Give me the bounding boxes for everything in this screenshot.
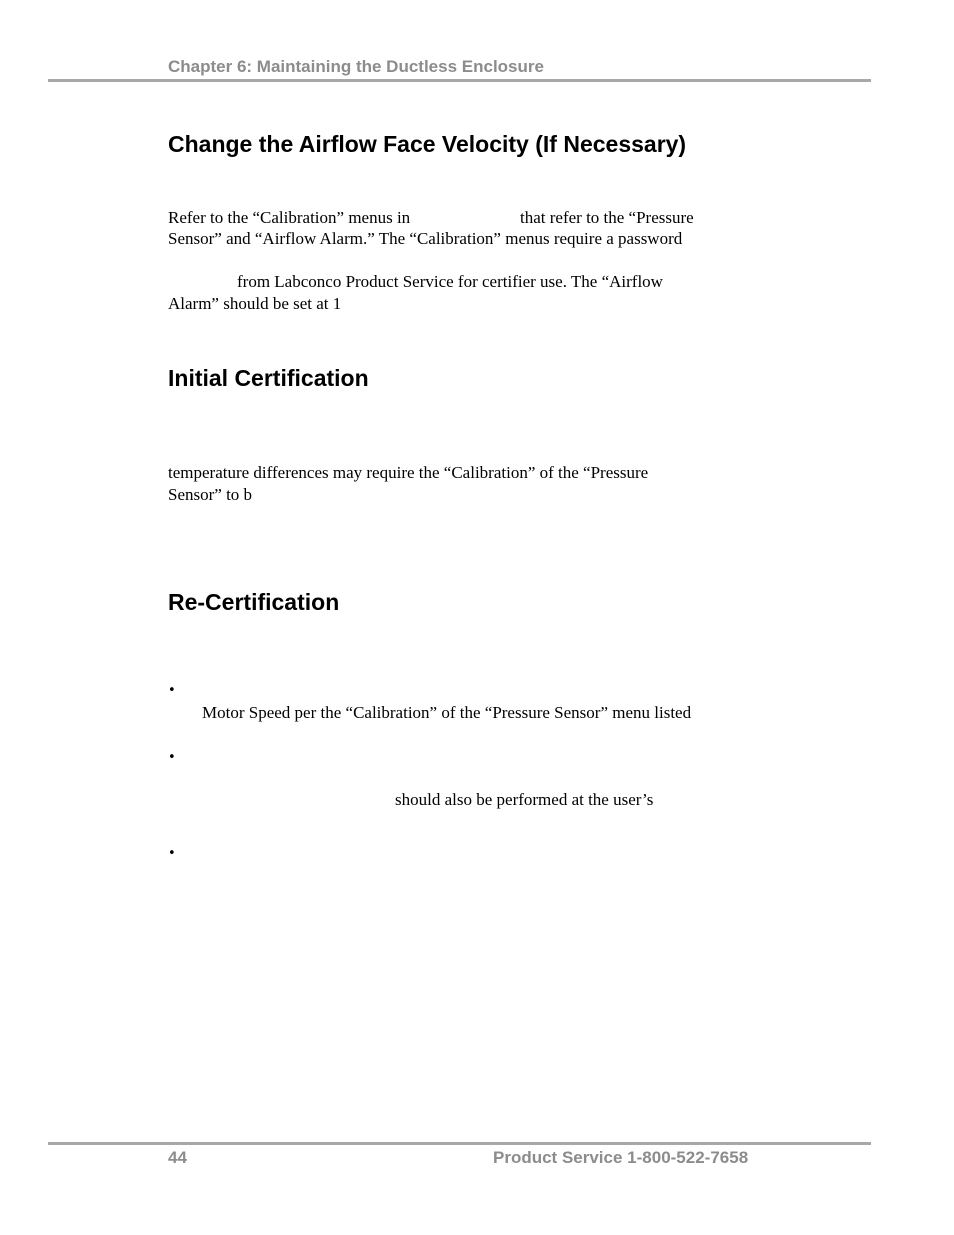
initial-line-2: Sensor” to b bbox=[168, 485, 253, 504]
airflow-line-2: Sensor” and “Airflow Alarm.” The “Calibration” menus require a password bbox=[168, 229, 683, 248]
bullet-2: • bbox=[168, 750, 176, 765]
airflow-line-1b: that refer to the “Pressure bbox=[520, 208, 694, 227]
airflow-line-4: Alarm” should be set at 1 bbox=[168, 294, 342, 313]
section-heading-initial-certification: Initial Certification bbox=[168, 365, 369, 391]
header-divider bbox=[48, 79, 871, 82]
airflow-line-3: from Labconco Product Service for certifier use. The “Airflow bbox=[237, 272, 663, 291]
initial-line-1: temperature differences may require the “Calibration” of the “Pressure bbox=[168, 463, 649, 482]
section-heading-recertification: Re-Certification bbox=[168, 589, 340, 615]
airflow-line-1a: Refer to the “Calibration” menus in bbox=[168, 208, 411, 227]
bullet-3: • bbox=[168, 846, 176, 861]
footer-divider bbox=[48, 1142, 871, 1145]
chapter-title: Chapter 6: Maintaining the Ductless Enclosure bbox=[168, 57, 544, 76]
section-heading-airflow: Change the Airflow Face Velocity (If Necessary) bbox=[168, 131, 687, 157]
recert-line-2: should also be performed at the user’s bbox=[395, 790, 654, 809]
recert-line-1: Motor Speed per the “Calibration” of the “Pressure Sensor” menu listed bbox=[202, 703, 692, 722]
product-service-phone: Product Service 1-800-522-7658 bbox=[493, 1148, 749, 1167]
bullet-1: • bbox=[168, 683, 176, 698]
page-number: 44 bbox=[168, 1148, 187, 1167]
